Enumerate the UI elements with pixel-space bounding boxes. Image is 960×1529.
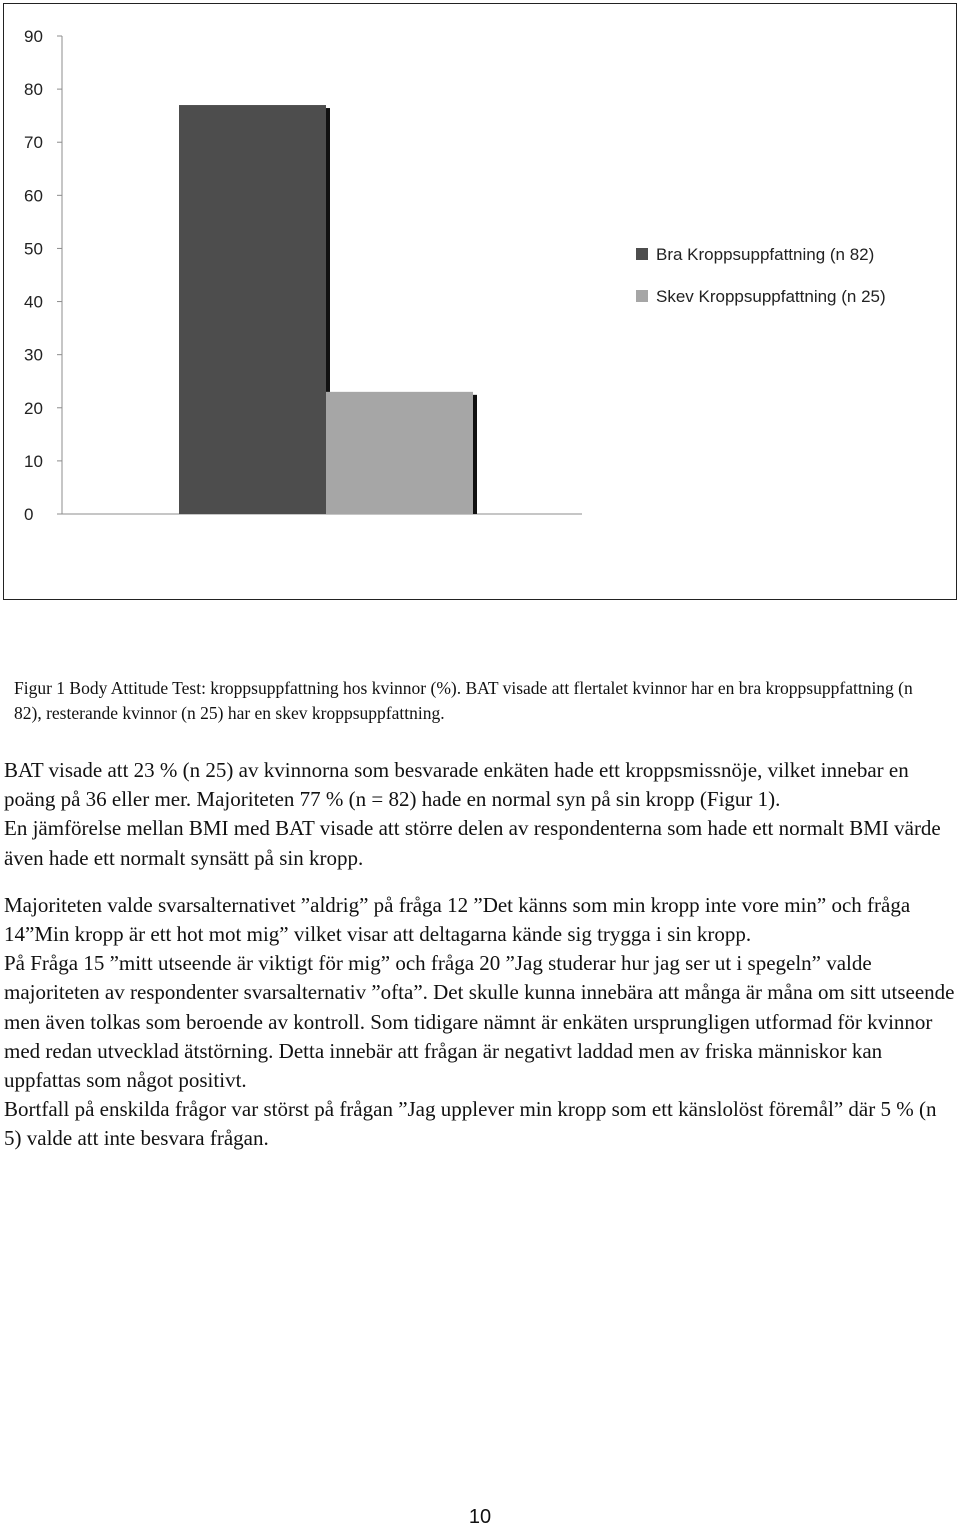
figure-chart [3, 3, 957, 600]
legend-swatch [636, 290, 648, 302]
y-tick-label: 30 [24, 345, 43, 365]
body-text [4, 756, 956, 1154]
y-tick-label: 0 [24, 505, 34, 524]
y-tick-label: 60 [24, 186, 43, 206]
bar-chart [4, 4, 958, 601]
bar [179, 105, 326, 514]
paragraph-4: På Fråga 15 ”mitt utseende är viktigt för mig” och fråga 20 ”Jag studerar hur jag ser ut i spegeln” valde majoriteten av respondenter svarsalternativ ”ofta”. Det skulle kunna innebära att många är måna om sitt utseende men även tolkas som beroende av kontroll. Som tidigare nämnt är enkäten ursprungligen utformad för kvinnor med redan utvecklad ätstörning. Detta innebär att frågan är negativt laddad men av friska människor kan uppfattas som något positivt. [4, 951, 955, 1093]
legend-label: Skev Kroppsuppfattning (n 25) [656, 287, 886, 306]
y-tick-label: 20 [24, 398, 43, 418]
paragraph-2: En jämförelse mellan BMI med BAT visade att större delen av respondenterna som hade ett normalt BMI värde även hade ett normalt synsätt på sin kropp. [4, 816, 941, 870]
bar [326, 392, 473, 514]
y-tick-label: 40 [24, 292, 43, 312]
y-tick-label: 50 [24, 239, 43, 259]
y-tick-label: 90 [24, 27, 43, 46]
paragraph-5: Bortfall på enskilda frågor var störst på frågan ”Jag upplever min kropp som ett känslolöst föremål” där 5 % (n 5) valde att inte besvara frågan. [4, 1097, 937, 1151]
page-number: 10 [468, 1506, 492, 1528]
paragraph-1: BAT visade att 23 % (n 25) av kvinnorna som besvarade enkäten hade ett kroppsmissnöje, vilket innebar en poäng på 36 eller mer. Majoriteten 77 % (n = 82) hade en normal syn på sin kropp (Figur 1). [4, 758, 909, 812]
y-tick-label: 10 [24, 451, 43, 471]
legend-label: Bra Kroppsuppfattning (n 82) [656, 245, 875, 264]
figure-caption: Figur 1 Body Attitude Test: kroppsuppfattning hos kvinnor (%). BAT visade att flertalet kvinnor har en bra kroppsuppfattning (n 82), resterande kvinnor (n 25) har en skev kroppsuppfattning. [14, 678, 913, 723]
legend-swatch [636, 248, 648, 260]
y-tick-label: 70 [24, 133, 43, 153]
y-tick-label: 80 [24, 80, 43, 100]
paragraph-3: Majoriteten valde svarsalternativet ”aldrig” på fråga 12 ”Det känns som min kropp inte vore min” och fråga 14”Min kropp är ett hot mot mig” vilket visar att deltagarna kände sig trygga i sin kropp. [4, 892, 911, 947]
